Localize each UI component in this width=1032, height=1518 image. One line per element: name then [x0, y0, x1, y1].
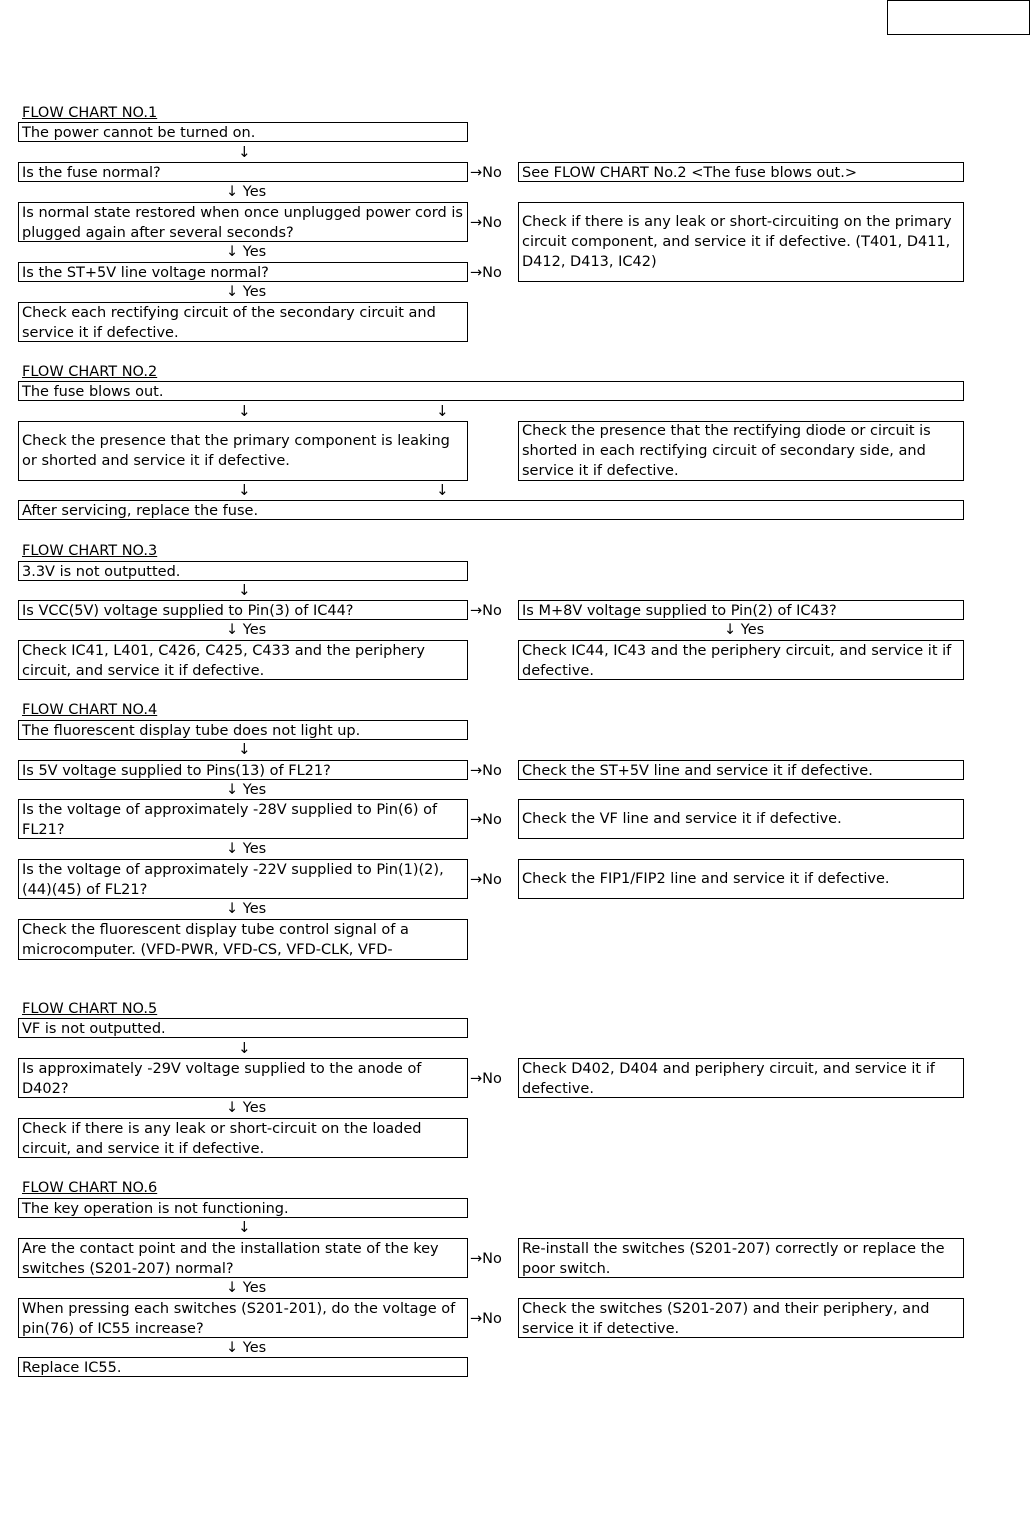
fc2-primary-check-text: Check the presence that the primary component is leaking or shorted and service it if defective. — [22, 433, 450, 469]
flow-chart-5-title: FLOW CHART NO.5 — [22, 1001, 158, 1017]
yes-label: ↓ Yes — [226, 284, 267, 300]
fc4-check-st5v-box: Check the ST+5V line and service it if defective. — [518, 760, 964, 780]
down-arrow: ↓ — [238, 143, 251, 161]
fc1-check-primary-circuit-box — [518, 202, 964, 282]
yes-label: ↓ Yes — [226, 244, 267, 260]
fc6-reinstall-switches-box: Re-install the switches (S201-207) correctly or replace the poor switch. — [518, 1238, 964, 1278]
fc4-start-box: The fluorescent display tube does not light up. — [18, 720, 468, 740]
no-label: →No — [470, 265, 502, 281]
no-label: →No — [470, 763, 502, 779]
fc4-question-22v: Is the voltage of approximately -22V supplied to Pin(1)(2),(44)(45) of FL21? — [18, 859, 468, 899]
flow-chart-1-title: FLOW CHART NO.1 — [22, 105, 158, 121]
fc6-start-box: The key operation is not functioning. — [18, 1198, 468, 1218]
yes-label: ↓ Yes — [226, 901, 267, 917]
fc2-primary-check-box — [18, 421, 468, 481]
fc6-question-contact-point: Are the contact point and the installation state of the key switches (S201-207) normal? — [18, 1238, 468, 1278]
down-arrow: ↓ — [238, 740, 251, 758]
fc4-question-28v: Is the voltage of approximately -28V supplied to Pin(6) of FL21? — [18, 799, 468, 839]
fc4-question-5v: Is 5V voltage supplied to Pins(13) of FL21? — [18, 760, 468, 780]
no-label: →No — [470, 1071, 502, 1087]
yes-label: ↓ Yes — [226, 622, 267, 638]
fc4-end-box: Check the fluorescent display tube control signal of a microcomputer. (VFD-PWR, VFD-CS, VFD-CLK, VFD- — [18, 919, 468, 960]
down-arrow: ↓ — [238, 1039, 251, 1057]
fc6-end-box: Replace IC55. — [18, 1357, 468, 1377]
yes-label: ↓ Yes — [226, 184, 267, 200]
fc2-end-box: After servicing, replace the fuse. — [18, 500, 964, 520]
down-arrow: ↓ — [436, 481, 449, 499]
yes-label: ↓ Yes — [226, 782, 267, 798]
down-arrow: ↓ — [238, 1218, 251, 1236]
fc1-end-box: Check each rectifying circuit of the secondary circuit and service it if defective. — [18, 302, 468, 342]
fc4-check-fip-text: Check the FIP1/FIP2 line and service it if defective. — [522, 871, 890, 887]
yes-label: ↓ Yes — [226, 1340, 267, 1356]
fc5-end-box: Check if there is any leak or short-circuit on the loaded circuit, and service it if defective. — [18, 1118, 468, 1158]
fc3-question-m8v: Is M+8V voltage supplied to Pin(2) of IC43? — [518, 600, 964, 620]
fc1-check-primary-circuit-text: Check if there is any leak or short-circuiting on the primary circuit component, and service it if defective. (T401, D411, D412, D413, IC42) — [522, 214, 952, 270]
fc5-start-box: VF is not outputted. — [18, 1018, 468, 1038]
no-label: →No — [470, 165, 502, 181]
yes-label: ↓ Yes — [226, 1280, 267, 1296]
fc3-question-vcc: Is VCC(5V) voltage supplied to Pin(3) of IC44? — [18, 600, 468, 620]
no-label: →No — [470, 1311, 502, 1327]
fc4-check-fip-box — [518, 859, 964, 899]
fc1-see-chart-2-box: See FLOW CHART No.2 <The fuse blows out.> — [518, 162, 964, 182]
fc1-start-box: The power cannot be turned on. — [18, 122, 468, 142]
no-label: →No — [470, 872, 502, 888]
fc6-question-pin76: When pressing each switches (S201-201), do the voltage of pin(76) of IC55 increase? — [18, 1298, 468, 1338]
flow-chart-6-title: FLOW CHART NO.6 — [22, 1180, 158, 1196]
yes-label: ↓ Yes — [724, 622, 765, 638]
fc4-check-vf-box — [518, 799, 964, 839]
down-arrow: ↓ — [238, 481, 251, 499]
fc3-start-box: 3.3V is not outputted. — [18, 561, 468, 581]
yes-label: ↓ Yes — [226, 841, 267, 857]
fc3-left-end-box: Check IC41, L401, C426, C425, C433 and the periphery circuit, and service it if defective. — [18, 640, 468, 680]
fc3-right-end-box: Check IC44, IC43 and the periphery circuit, and service it if defective. — [518, 640, 964, 680]
page-number-box — [887, 0, 1030, 35]
flow-chart-4-title: FLOW CHART NO.4 — [22, 702, 158, 718]
fc1-question-st5v: Is the ST+5V line voltage normal? — [18, 262, 468, 282]
fc5-question-29v: Is approximately -29V voltage supplied to the anode of D402? — [18, 1058, 468, 1098]
fc2-secondary-check-box — [518, 421, 964, 481]
flow-chart-2-title: FLOW CHART NO.2 — [22, 364, 158, 380]
flow-chart-3-title: FLOW CHART NO.3 — [22, 543, 158, 559]
no-label: →No — [470, 1251, 502, 1267]
no-label: →No — [470, 603, 502, 619]
fc5-check-d402-box: Check D402, D404 and periphery circuit, and service it if defective. — [518, 1058, 964, 1098]
down-arrow: ↓ — [238, 581, 251, 599]
down-arrow: ↓ — [238, 402, 251, 420]
no-label: →No — [470, 215, 502, 231]
no-label: →No — [470, 812, 502, 828]
fc2-secondary-check-text: Check the presence that the rectifying diode or circuit is shorted in each rectifying circuit of secondary side, and service it if defective. — [522, 423, 931, 479]
fc1-question-fuse: Is the fuse normal? — [18, 162, 468, 182]
yes-label: ↓ Yes — [226, 1100, 267, 1116]
fc1-question-power-cord: Is normal state restored when once unplugged power cord is plugged again after several seconds? — [18, 202, 468, 242]
fc6-check-switches-box: Check the switches (S201-207) and their periphery, and service it if detective. — [518, 1298, 964, 1338]
fc2-start-box: The fuse blows out. — [18, 381, 964, 401]
down-arrow: ↓ — [436, 402, 449, 420]
fc4-check-vf-text: Check the VF line and service it if defective. — [522, 811, 842, 827]
